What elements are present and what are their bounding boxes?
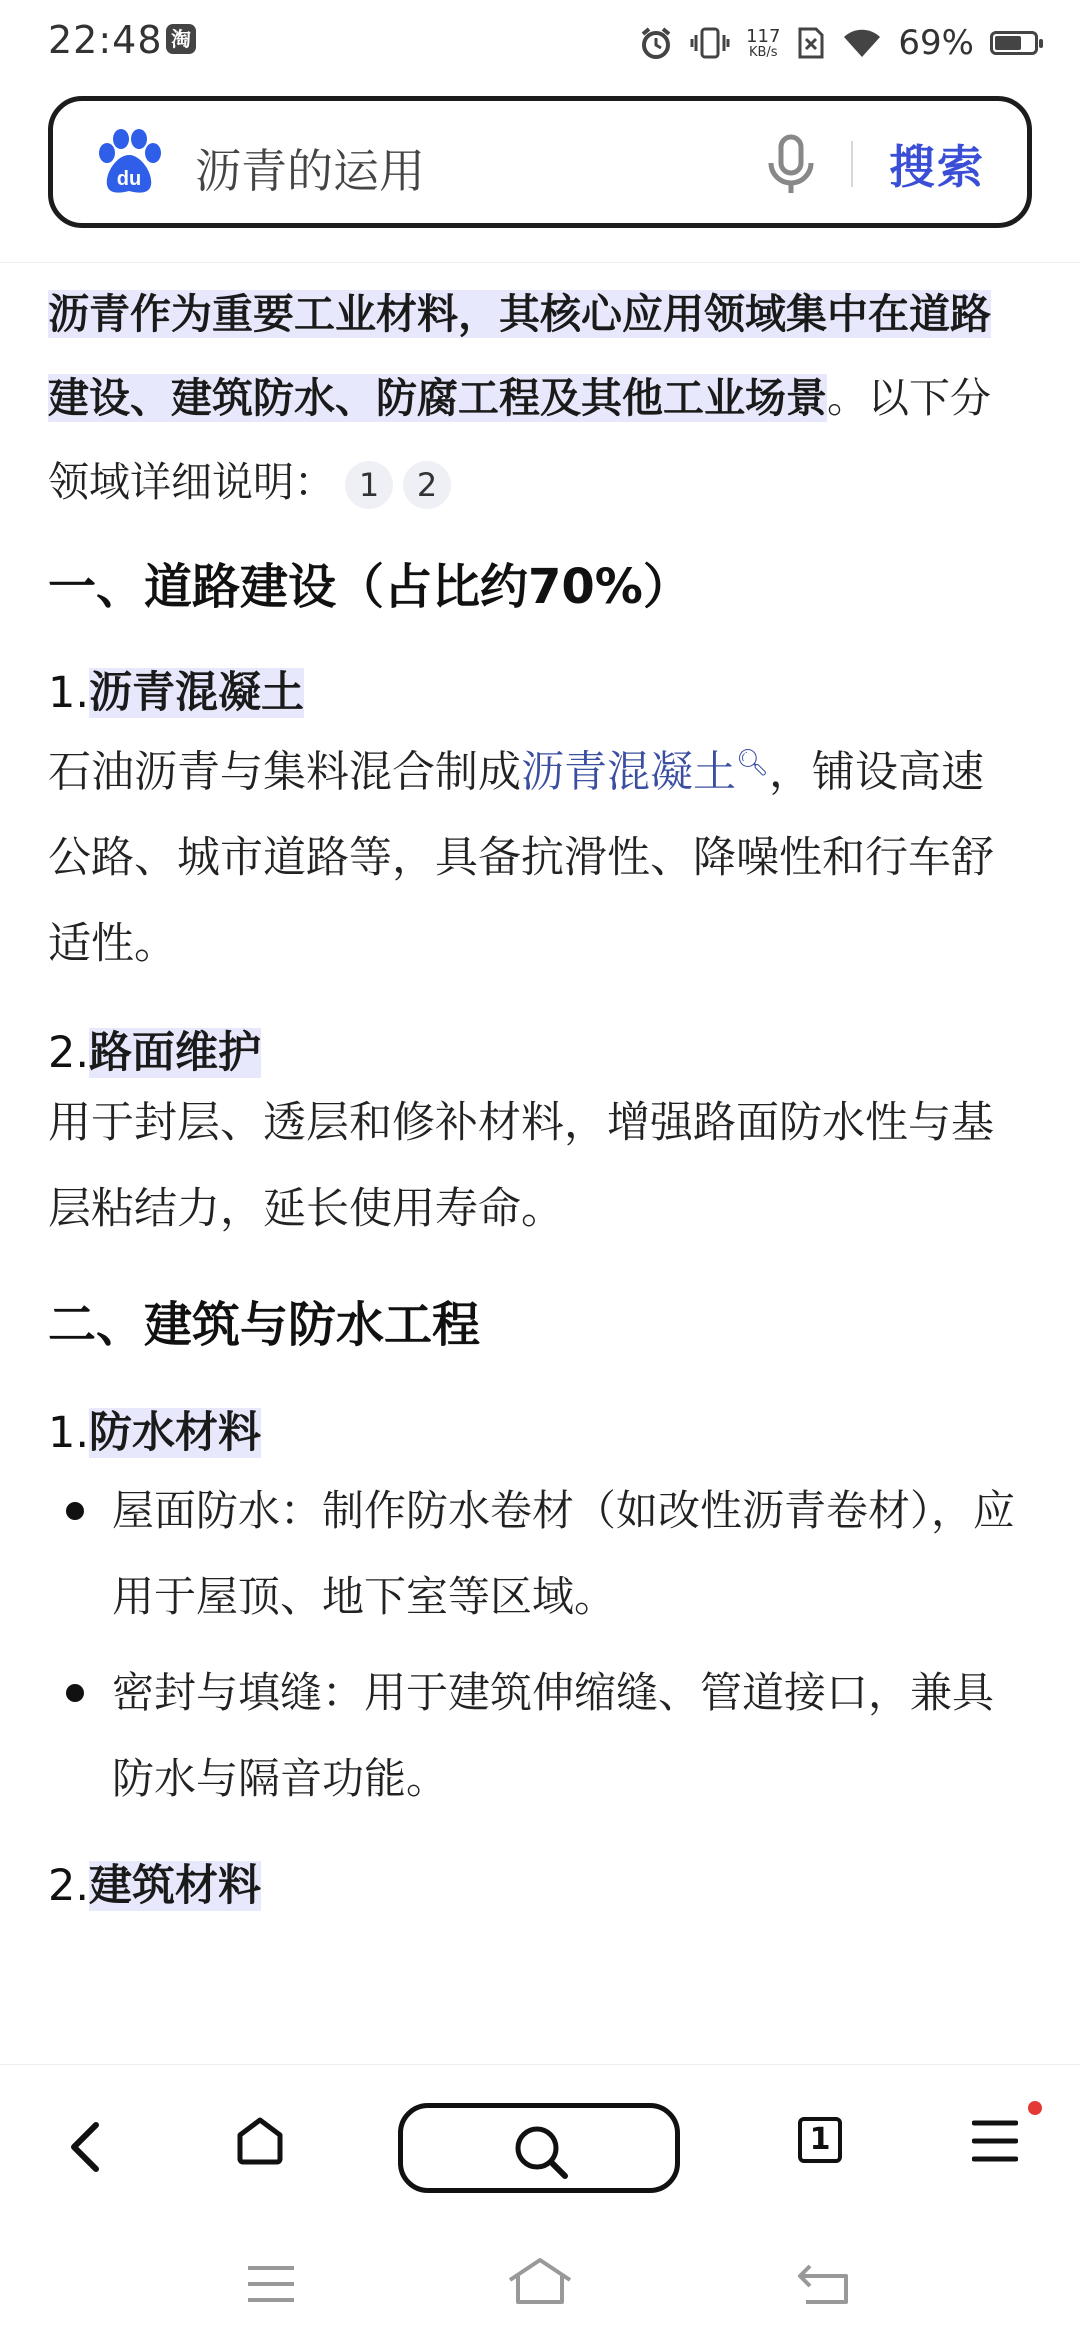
reference-badge-1[interactable]: 1 — [345, 461, 393, 509]
subsection-title: 沥青混凝土 — [89, 668, 305, 718]
tabs-icon[interactable]: 1 — [798, 2117, 842, 2163]
answer-content — [48, 272, 1020, 1913]
browser-toolbar — [0, 2064, 1080, 2215]
search-bar[interactable] — [48, 96, 1032, 228]
intro-paragraph — [48, 272, 1020, 524]
intro-highlight: 沥青作为重要工业材料，其核心应用领域集中在道路建设、建筑防水、防腐工程及其他工业场景 — [48, 290, 991, 422]
vibrate-icon — [690, 25, 730, 61]
subsection-title: 防水材料 — [89, 1408, 262, 1459]
taobao-notification-icon: 淘 — [166, 24, 196, 54]
status-time: 22:48 — [48, 18, 163, 62]
wifi-icon — [842, 25, 882, 61]
asphalt-concrete-link[interactable]: 沥青混凝土 — [521, 747, 736, 798]
recent-apps-icon[interactable] — [246, 2264, 296, 2304]
microphone-icon[interactable] — [761, 133, 821, 197]
bullet-list — [48, 1468, 1020, 1822]
subsection-number: 1. — [48, 668, 90, 718]
subsection-heading — [48, 1399, 1020, 1460]
section-title-building: 二、建筑与防水工程 — [48, 1297, 481, 1354]
subsection-title: 建筑材料 — [89, 1861, 262, 1912]
toolbar-search-button[interactable] — [398, 2103, 680, 2193]
search-button[interactable]: 搜索 — [889, 140, 985, 194]
intro-rest: 。以下分领域详细说明： — [48, 374, 991, 506]
system-home-icon[interactable] — [506, 2256, 574, 2306]
status-bar — [0, 0, 1080, 90]
system-navigation-bar — [0, 2214, 1080, 2340]
status-icons — [638, 18, 1038, 68]
home-icon[interactable] — [234, 2115, 286, 2167]
header-divider — [0, 262, 1080, 263]
reference-badge-2[interactable]: 2 — [403, 461, 451, 509]
section-title-road: 一、道路建设（占比约70%） — [48, 559, 691, 615]
text-segment: 石油沥青与集料混合制成 — [48, 747, 521, 798]
battery-percent: 69% — [898, 23, 974, 63]
search-icon — [511, 2122, 571, 2182]
subsection-number: 1. — [48, 1408, 90, 1459]
search-lens-icon[interactable]: 🔍︎ — [736, 748, 770, 778]
network-speed-value: 117 — [746, 25, 781, 47]
subsection-heading — [48, 659, 1020, 720]
subsection-text: 用于封层、透层和修补材料，增强路面防水性与基层粘结力，延长使用寿命。 — [48, 1098, 994, 1235]
network-speed-unit: KB/s — [748, 44, 778, 60]
no-sim-icon — [796, 25, 826, 61]
search-divider — [851, 141, 853, 187]
battery-fill — [995, 36, 1021, 50]
search-input[interactable]: 沥青的运用 — [195, 144, 425, 198]
list-item: 屋面防水：制作防水卷材（如改性沥青卷材），应用于屋顶、地下室等区域。 — [48, 1468, 1020, 1640]
back-icon[interactable] — [64, 2119, 104, 2175]
baidu-logo-text: du — [116, 168, 142, 190]
subsection-heading — [48, 1852, 1020, 1913]
subsection-title: 路面维护 — [89, 1028, 262, 1079]
subsection-heading — [48, 1019, 1020, 1080]
list-item: 密封与填缝：用于建筑伸缩缝、管道接口，兼具防水与隔音功能。 — [48, 1650, 1020, 1822]
text-segment: ，铺设高速公路、城市道路等，具备抗滑性、降噪性和行车舒适性。 — [48, 747, 994, 970]
subsection-number: 2. — [48, 1028, 90, 1079]
baidu-logo-icon — [93, 127, 165, 199]
subsection-text — [48, 720, 1020, 987]
subsection-number: 2. — [48, 1861, 90, 1912]
alarm-icon — [638, 25, 674, 61]
notification-dot — [1028, 2101, 1042, 2115]
system-back-icon[interactable] — [796, 2260, 852, 2306]
battery-icon — [990, 31, 1038, 55]
network-speed — [746, 25, 781, 60]
menu-icon[interactable] — [972, 2119, 1018, 2163]
